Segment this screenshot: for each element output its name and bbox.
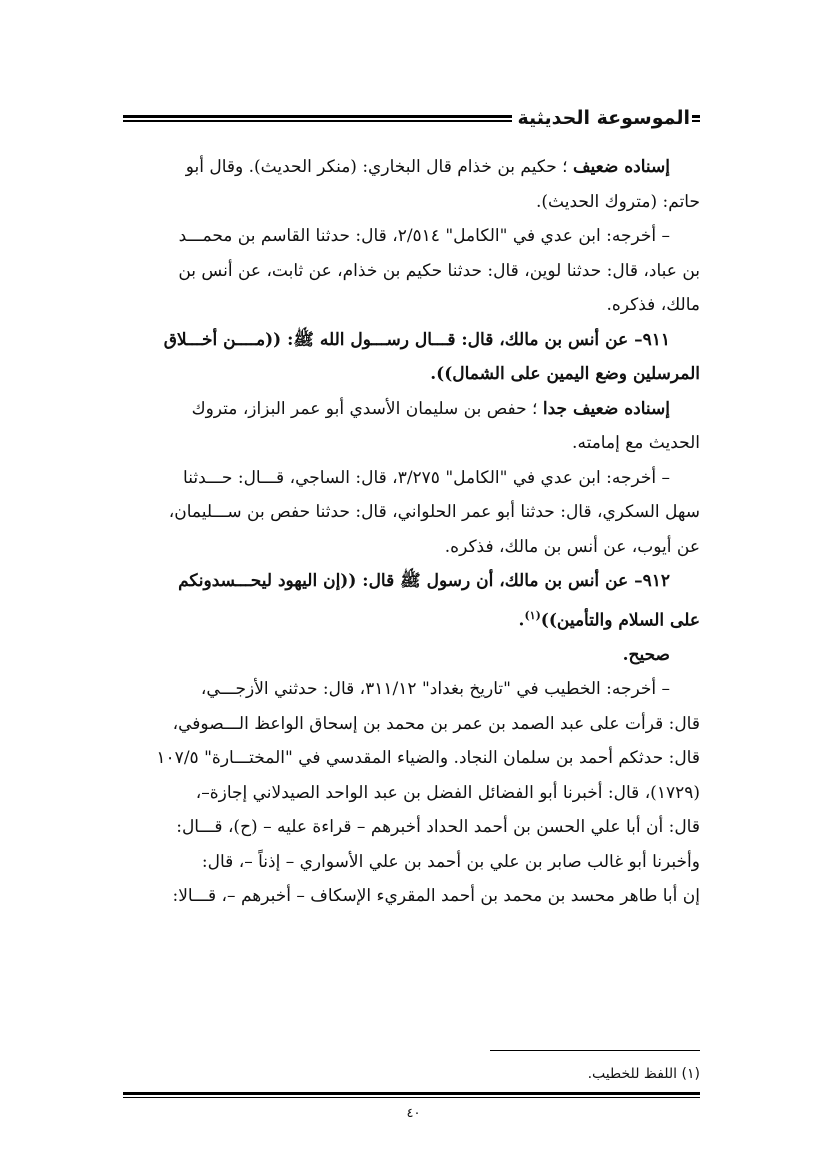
- bottom-rule: [123, 1092, 700, 1098]
- paragraph-line: [123, 392, 700, 427]
- line-text: ؛ حفص بن سليمان الأسدي أبو عمر البزاز، متروك: [191, 398, 543, 419]
- paragraph-line: سهل السكري، قال: حدثنا أبو عمر الحلواني، قال: حدثنا حفص بن ســـليمان،: [168, 502, 700, 522]
- hadith-911-line: ٩١١– عن أنس بن مالك، قال: قـــال رســـول الله ﷺ: ((مــــن أخـــلاق: [163, 329, 670, 350]
- paragraph-line: قال: أن أبا علي الحسن بن أحمد الحداد أخبرهم – قراءة عليه – (ح)، قـــال:: [176, 817, 700, 838]
- footnote-ref[interactable]: (١): [524, 608, 541, 622]
- paragraph-line: مالك، فذكره.: [606, 295, 700, 315]
- page-number: ٤٠: [406, 1106, 421, 1121]
- paragraph-line: [123, 150, 700, 185]
- line-text: .: [518, 610, 525, 631]
- footnote-mark: (١): [681, 1066, 700, 1082]
- verdict-line: صحيح.: [622, 644, 670, 665]
- paragraph-line: – أخرجه: الخطيب في "تاريخ بغداد" ٣١١/١٢، قال: حدثني الأزجـــي،: [200, 679, 670, 700]
- paragraph-line: – أخرجه: ابن عدي في "الكامل" ٢/٥١٤، قال: حدثنا القاسم بن محمـــد: [178, 226, 670, 246]
- paragraph-line: وأخبرنا أبو غالب صابر بن علي بن أحمد بن علي الأسواري – إذناً –، قال:: [201, 851, 700, 872]
- header-rule-left: [123, 115, 512, 122]
- header-title: الموسوعة الحديثية: [517, 107, 690, 129]
- line-text: على السلام والتأمين)): [540, 610, 700, 631]
- verdict: إسناده ضعيف: [572, 157, 670, 177]
- footnote-separator: [490, 1050, 700, 1051]
- paragraph-line: – أخرجه: ابن عدي في "الكامل" ٣/٢٧٥، قال: الساجي، قـــال: حـــدثنا: [183, 467, 670, 488]
- paragraph-line: (١٧٢٩)، قال: أخبرنا أبو الفضائل الفضل بن عبد الواحد الصيدلاني إجازة–،: [195, 782, 700, 803]
- paragraph-line: قال: حدثكم أحمد بن سلمان النجاد. والضياء المقدسي في "المختـــارة" ١٠٧/٥: [156, 748, 700, 769]
- header-rule-right: [692, 115, 700, 122]
- paragraph-line: عن أيوب، عن أنس بن مالك، فذكره.: [444, 536, 700, 557]
- verdict: إسناده ضعيف جدا: [542, 398, 670, 419]
- hadith-911-line: المرسلين وضع اليمين على الشمال)).: [430, 364, 700, 384]
- hadith-912-line: ٩١٢– عن أنس بن مالك، أن رسول ﷺ قال: ((إن اليهود ليحـــسدونكم: [178, 571, 670, 591]
- footnote-text: اللفظ للخطيب.: [587, 1066, 678, 1082]
- footnote: [123, 1066, 700, 1082]
- page-header: [123, 104, 700, 132]
- paragraph-line: بن عباد، قال: حدثنا لوين، قال: حدثنا حكيم بن خذام، عن ثابت، عن أنس بن: [178, 260, 700, 281]
- hadith-912-line: [123, 599, 700, 638]
- paragraph-line: الحديث مع إمامته.: [572, 433, 700, 453]
- line-text: ؛ حكيم بن خذام قال البخاري: (منكر الحديث). وقال أبو: [185, 157, 573, 177]
- paragraph-line: حاتم: (متروك الحديث).: [536, 191, 700, 212]
- paragraph-line: قال: قرأت على عبد الصمد بن عمر بن محمد بن إسحاق الواعظ الـــصوفي،: [172, 713, 700, 734]
- paragraph-line: إن أبا طاهر محسد بن محمد بن أحمد المقريء الإسكاف – أخبرهم –، قـــالا:: [172, 886, 700, 907]
- main-text: [123, 150, 700, 914]
